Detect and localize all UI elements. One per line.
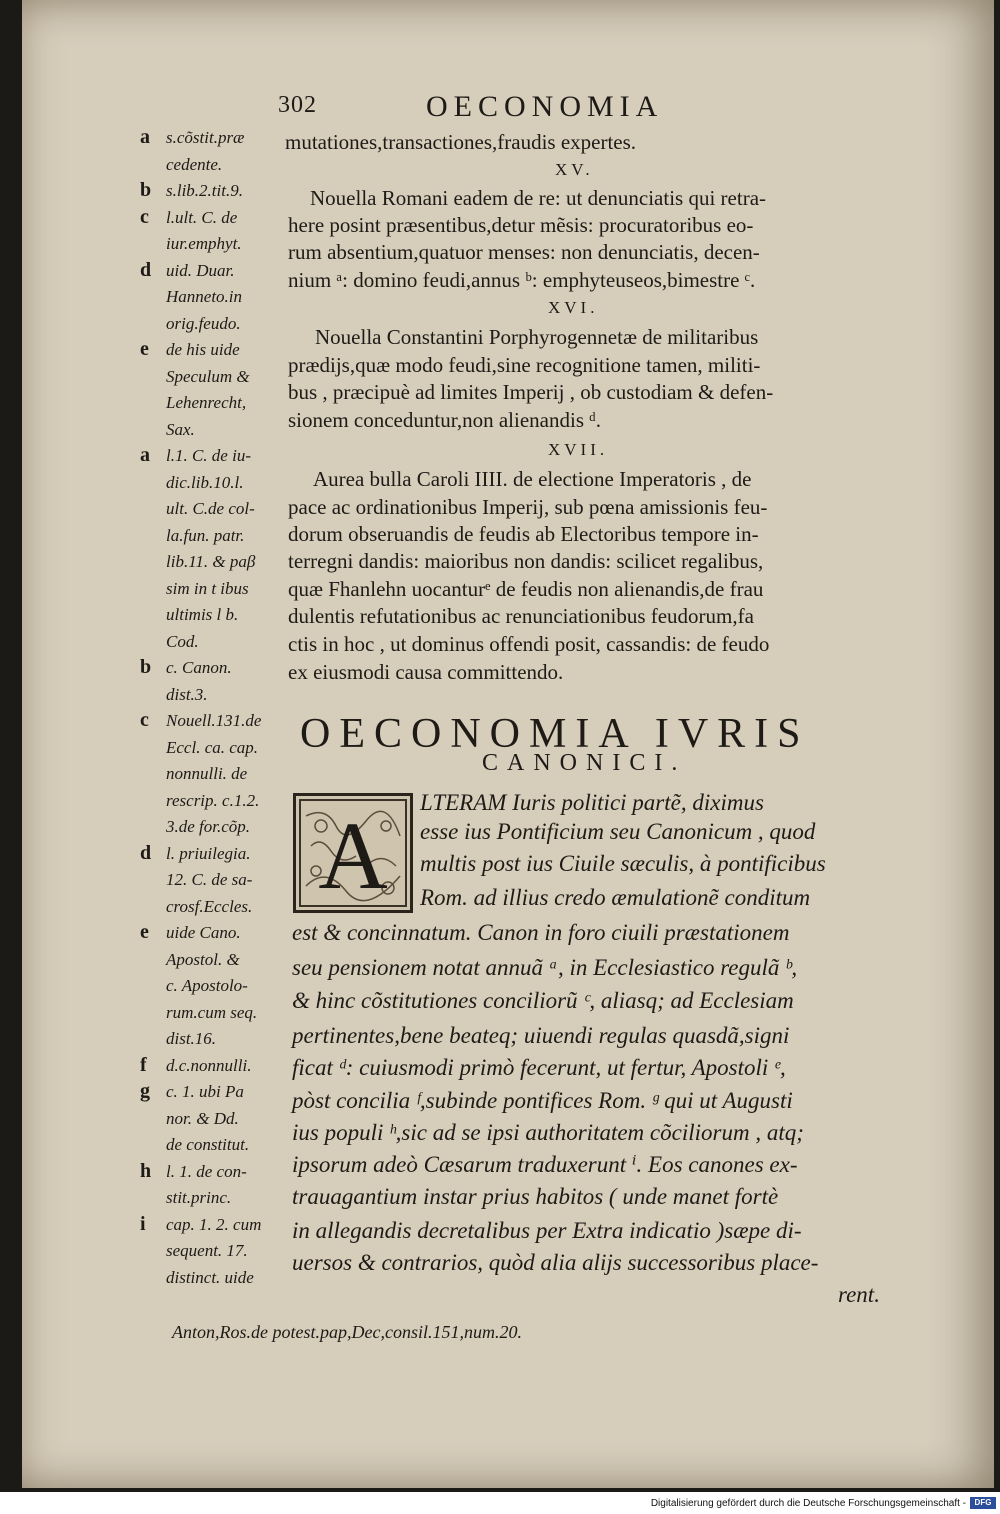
italic-line: trauagantium instar prius habitos ( unde manet fortè (292, 1184, 779, 1209)
italic-line: pòst concilia ᶠ,subinde pontifices Rom. ᵍ qui ut Augusti (292, 1088, 793, 1113)
body-line: sionem conceduntur,non alienandis ᵈ. (288, 408, 602, 432)
margin-note-text: dist.3. (166, 684, 208, 704)
body-line: pace ac ordinationibus Imperij, sub pœna amissionis feu- (288, 495, 768, 519)
margin-note-text: uid. Duar. (166, 260, 235, 280)
margin-note-text: sequent. 17. (166, 1241, 248, 1260)
body-line: Aurea bulla Caroli IIII. de electione Imperatoris , de (313, 467, 752, 491)
margin-note-mark: b (140, 656, 152, 678)
margin-note-mark: d (140, 258, 152, 281)
italic-line: seu pensionem notat annuã ᵃ, in Ecclesiastico regulã ᵇ, (292, 955, 798, 980)
margin-note-text: c. Canon. (166, 658, 232, 677)
margin-note-text: la.fun. patr. (166, 525, 245, 545)
margin-note-text: Hanneto.in (166, 287, 243, 306)
section-heading: OECONOMIA IVRIS (300, 711, 810, 757)
margin-note-text: s.lib.2.tit.9. (166, 181, 243, 200)
body-line: Nouella Constantini Porphyrogennetæ de militaribus (315, 325, 759, 349)
italic-line: rent. (838, 1282, 880, 1307)
italic-line: esse ius Pontificium seu Canonicum , quod (420, 819, 816, 844)
italic-line: uersos & contrarios, quòd alia alijs successoribus place- (292, 1250, 819, 1275)
margin-note-text: Apostol. & (166, 949, 240, 969)
body-line: dorum obseruandis de feudis ab Electoribus tempore in- (288, 522, 759, 546)
body-line: ctis in hoc , ut dominus offendi posit, cassandis: de feudo (288, 632, 770, 656)
body-line: rum absentium,quatuor menses: non denunciatis, decen- (288, 240, 760, 264)
margin-note-text: iur.emphyt. (166, 234, 242, 253)
italic-line: pertinentes,bene beateq; uiuendi regulas quasdã,signi (292, 1023, 790, 1048)
margin-note-mark: h (140, 1159, 152, 1182)
body-line: Nouella Romani eadem de re: ut denunciatis qui retra- (310, 186, 767, 210)
decorated-initial (293, 793, 413, 913)
margin-note-text: c. Apostolo- (166, 976, 248, 995)
margin-note-text: lib.11. & paβ (166, 552, 256, 571)
margin-note-mark: c (140, 709, 149, 731)
margin-note-mark: e (140, 921, 149, 943)
margin-note-text: Eccl. ca. cap. (166, 737, 259, 757)
margin-note-text: l. 1. de con- (166, 1161, 247, 1181)
footer-text: Digitalisierung gefördert durch die Deutsche Forschungsgemeinschaft - (650, 1498, 966, 1509)
margin-note-text: cap. 1. 2. cum (166, 1214, 262, 1234)
dfg-logo: DFG (970, 1497, 996, 1509)
margin-note-text: rescrip. c.1.2. (166, 790, 260, 810)
margin-note-text: crosf.Eccles. (166, 896, 253, 916)
body-line: here posint præsentibus,detur mẽsis: procuratoribus eo- (288, 213, 754, 237)
section-number: XV. (555, 160, 594, 179)
body-line: mutationes,transactiones,fraudis expertes. (285, 130, 637, 154)
margin-note-text: l.1. C. de iu- (166, 446, 251, 465)
running-title: OECONOMIA (426, 90, 664, 123)
body-line: dulentis refutationibus ac renunciationibus feudorum,fa (288, 604, 754, 628)
margin-note-text: orig.feudo. (166, 313, 241, 333)
body-line: prædijs,quæ modo feudi,sine recognitione tamen, militi- (288, 353, 761, 377)
margin-note-text: dic.lib.10.l. (166, 472, 244, 492)
margin-note-text: s.cõstit.præ (166, 128, 245, 147)
margin-note-text: l. priuilegia. (166, 843, 251, 863)
margin-note-mark: a (140, 126, 150, 148)
margin-note-text: Speculum & (166, 366, 250, 386)
section-number: XVI. (548, 298, 599, 317)
margin-note-mark: b (140, 179, 152, 201)
italic-line: ius populi ʰ,sic ad se ipsi authoritatem cõciliorum , atq; (292, 1120, 804, 1145)
italic-line: multis post ius Ciuile sæculis, à pontificibus (420, 851, 826, 876)
body-line: bus , præcipuè ad limites Imperij , ob custodiam & defen- (288, 380, 774, 404)
decorated-initial-art (296, 796, 410, 910)
section-subheading: CANONICI. (482, 750, 687, 776)
margin-note-text: 12. C. de sa- (166, 870, 253, 889)
margin-note-mark: d (140, 841, 152, 864)
margin-note-text: cedente. (166, 154, 223, 174)
italic-line: & hinc cõstitutiones conciliorũ ᶜ, aliasq; ad Ecclesiam (292, 988, 794, 1013)
italic-line: ipsorum adeò Cæsarum traduxerunt ⁱ. Eos canones ex- (292, 1152, 798, 1177)
margin-note-text: 3.de for.cõp. (166, 817, 251, 836)
initial-letter: A (318, 802, 388, 909)
margin-note-text: de his uide (166, 340, 240, 359)
section-number: XVII. (548, 440, 609, 459)
margin-note-text: Cod. (166, 631, 199, 651)
margin-note-mark: i (140, 1212, 146, 1235)
margin-note-text: uide Cano. (166, 923, 241, 942)
margin-note-mark: a (140, 444, 150, 466)
margin-note-mark: f (140, 1053, 147, 1076)
footer-bar (0, 1492, 1000, 1514)
margin-note-text: ultimis l b. (166, 605, 239, 624)
italic-line: ficat ᵈ: cuiusmodi primò fecerunt, ut fertur, Apostoli ᵉ, (292, 1055, 786, 1080)
italic-line: est & concinnatum. Canon in foro ciuili præstationem (292, 920, 790, 945)
margin-note-text: dist.16. (166, 1029, 217, 1048)
margin-note-mark: e (140, 338, 149, 360)
margin-note-mark: c (140, 205, 149, 228)
margin-note-text: nonnulli. de (166, 764, 248, 783)
margin-note-text: Nouell.131.de (166, 711, 262, 730)
margin-note-text: ult. C.de col- (166, 499, 255, 518)
italic-line: in allegandis decretalibus per Extra indicatio )sæpe di- (292, 1218, 802, 1243)
margin-note-text: l.ult. C. de (166, 207, 238, 227)
italic-line: LTERAM Iuris politici partẽ, diximus (420, 790, 764, 815)
margin-note-text: Sax. (166, 419, 195, 439)
bottom-note: Anton,Ros.de potest.pap,Dec,consil.151,num.20. (172, 1322, 522, 1342)
margin-note-text: c. 1. ubi Pa (166, 1082, 244, 1101)
margin-note-text: stit.princ. (166, 1188, 232, 1207)
margin-note-text: d.c.nonnulli. (166, 1055, 252, 1075)
margin-note-text: de constitut. (166, 1135, 250, 1154)
margin-note-text: rum.cum seq. (166, 1002, 258, 1022)
body-line: quæ Fhanlehn uocanturᵉ de feudis non alienandis,de frau (288, 577, 764, 601)
body-line: terregni dandis: maioribus non dandis: scilicet regalibus, (288, 549, 764, 573)
page-number: 302 (278, 92, 317, 118)
body-line: ex eiusmodi causa committendo. (288, 660, 564, 684)
italic-line: Rom. ad illius credo æmulationẽ conditum (420, 885, 811, 910)
margin-note-text: Lehenrecht, (166, 393, 247, 412)
margin-note-mark: g (140, 1080, 150, 1102)
margin-note-text: distinct. uide (166, 1267, 254, 1287)
margin-note-text: sim in t ibus (166, 578, 249, 598)
body-line: nium ᵃ: domino feudi,annus ᵇ: emphyteuseos,bimestre ᶜ. (288, 268, 756, 292)
margin-note-text: nor. & Dd. (166, 1108, 239, 1128)
